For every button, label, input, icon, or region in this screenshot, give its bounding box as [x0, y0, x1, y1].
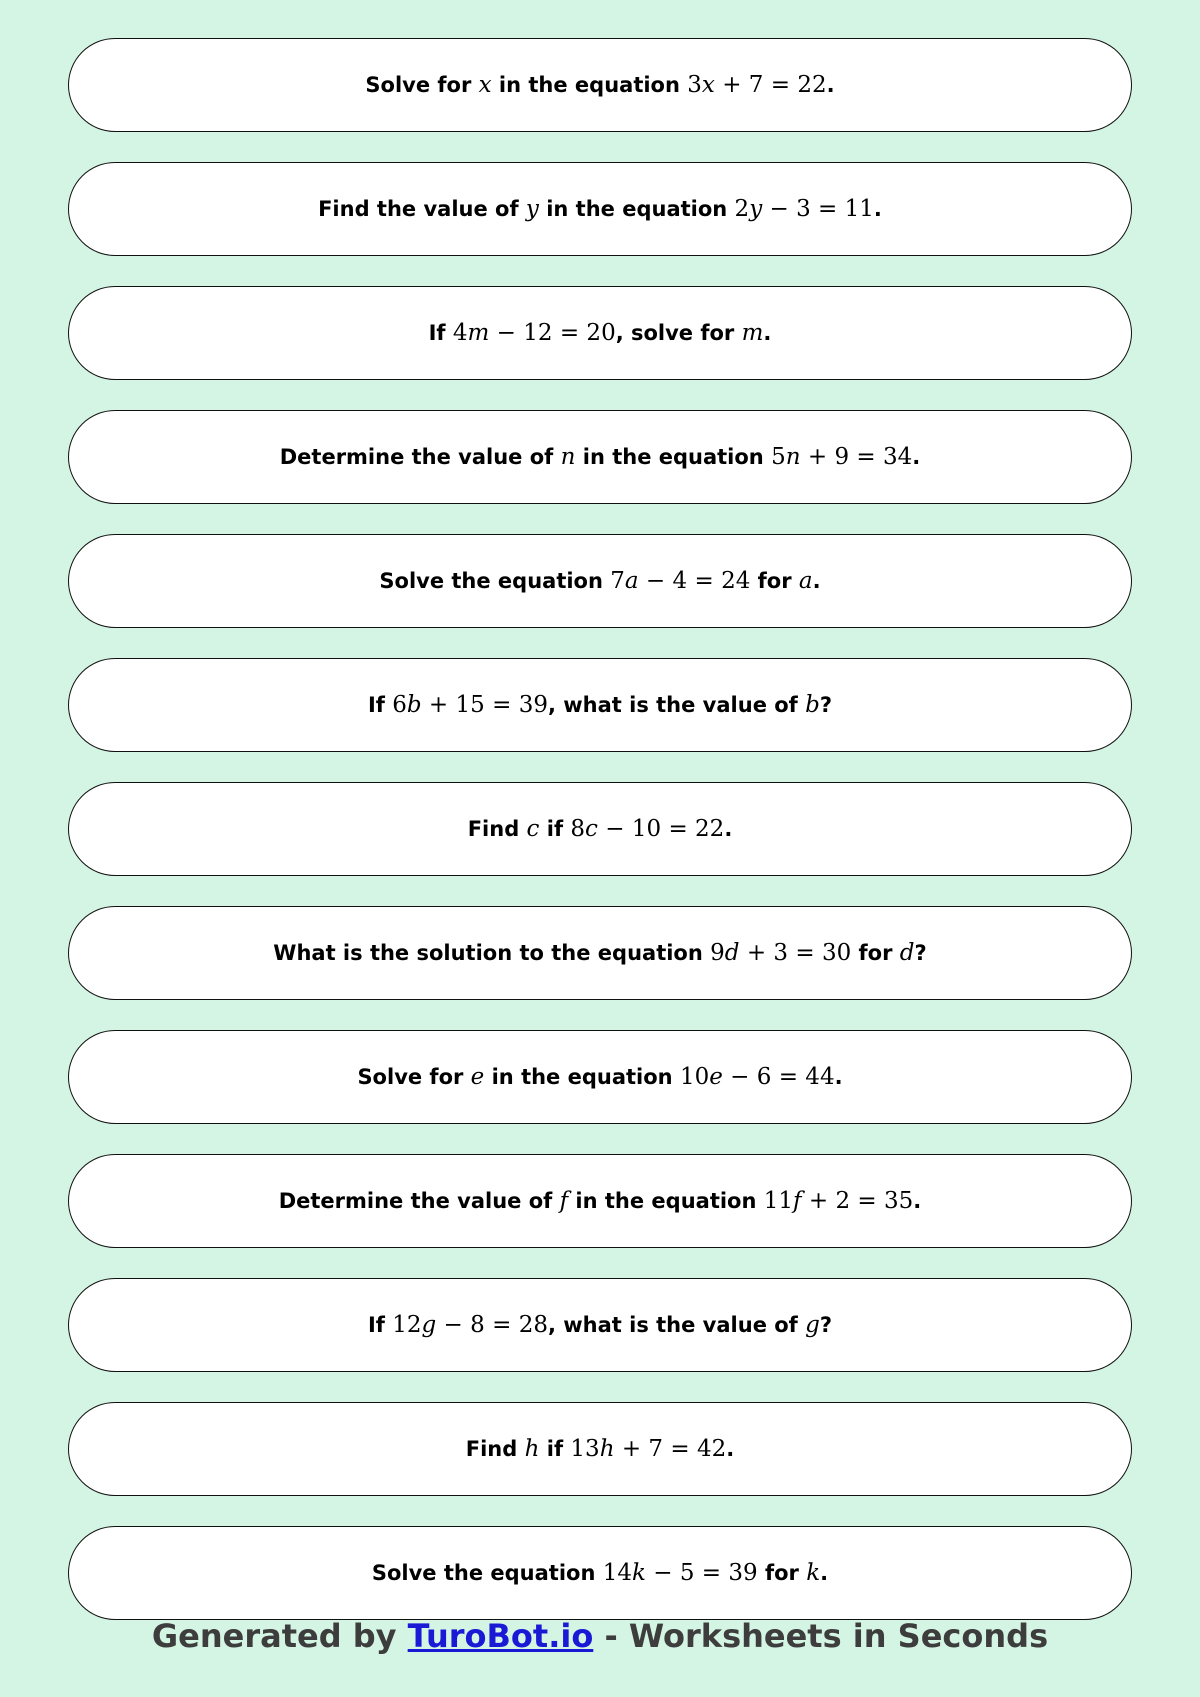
question-text: . [820, 1561, 829, 1585]
math-expression: b [805, 692, 820, 718]
math-expression: 14k − 5 = 39 [602, 1560, 758, 1586]
question-text: for [851, 941, 900, 965]
math-expression: m [741, 320, 764, 346]
math-expression: k [806, 1560, 821, 1586]
footer-prefix: Generated by [151, 1617, 408, 1655]
question-text: Determine the value of [278, 1189, 560, 1213]
math-expression: g [805, 1312, 820, 1338]
math-expression: 11f + 2 = 35 [763, 1188, 914, 1214]
question-text: . [763, 321, 772, 345]
question-text: Solve for [357, 1065, 471, 1089]
math-expression: e [470, 1064, 485, 1090]
footer-credit [0, 1617, 1200, 1655]
question-text: . [913, 1189, 922, 1213]
question-text: Solve the equation [379, 569, 611, 593]
math-expression: 5n + 9 = 34 [771, 444, 913, 470]
question-text: . [812, 569, 821, 593]
question-text: , solve for [615, 321, 742, 345]
question-card [68, 410, 1132, 504]
math-expression: 9d + 3 = 30 [710, 940, 852, 966]
question-text: for [750, 569, 799, 593]
question-text: ? [914, 941, 927, 965]
question-text: Solve the equation [371, 1561, 603, 1585]
question-text: Solve for [365, 73, 479, 97]
math-expression: n [560, 444, 576, 470]
math-expression: x [478, 72, 492, 98]
math-expression: 10e − 6 = 44 [679, 1064, 835, 1090]
question-card [68, 1402, 1132, 1496]
math-expression: 13h + 7 = 42 [570, 1436, 727, 1462]
question-card [68, 906, 1132, 1000]
question-text: ? [819, 1313, 833, 1337]
math-expression: 3x + 7 = 22 [687, 72, 827, 98]
question-text: , what is the value of [547, 1313, 806, 1337]
question-text: in the equation [538, 197, 735, 221]
question-text: in the equation [484, 1065, 680, 1089]
question-text: Find [465, 1437, 525, 1461]
question-text: . [873, 197, 882, 221]
math-expression: 4m − 12 = 20 [452, 320, 616, 346]
question-card [68, 162, 1132, 256]
question-text: . [834, 1065, 843, 1089]
question-card [68, 38, 1132, 132]
math-expression: 8c − 10 = 22 [570, 816, 725, 842]
question-card [68, 534, 1132, 628]
question-text: for [757, 1561, 807, 1585]
question-text: if [539, 817, 571, 841]
math-expression: y [525, 196, 539, 222]
question-card [68, 1030, 1132, 1124]
question-text: , what is the value of [547, 693, 806, 717]
question-text: If [367, 693, 393, 717]
math-expression: d [899, 940, 915, 966]
math-expression: 7a − 4 = 24 [610, 568, 751, 594]
question-text: in the equation [491, 73, 688, 97]
question-text: . [724, 817, 733, 841]
math-expression: c [526, 816, 540, 842]
question-text: ? [819, 693, 833, 717]
question-card [68, 658, 1132, 752]
question-card [68, 286, 1132, 380]
question-text: What is the solution to the equation [273, 941, 711, 965]
question-text: Find [467, 817, 527, 841]
math-expression: 12g − 8 = 28 [392, 1312, 548, 1338]
question-text: in the equation [568, 1189, 764, 1213]
question-text: Find the value of [318, 197, 526, 221]
turobot-link[interactable]: TuroBot.io [407, 1617, 594, 1655]
question-text: . [912, 445, 921, 469]
question-card [68, 1526, 1132, 1620]
question-text: if [539, 1437, 571, 1461]
question-text: . [826, 73, 835, 97]
math-expression: a [798, 568, 813, 594]
footer-suffix: - Worksheets in Seconds [593, 1617, 1049, 1655]
question-text: Determine the value of [279, 445, 561, 469]
math-expression: 2y − 3 = 11 [734, 196, 874, 222]
question-card [68, 1154, 1132, 1248]
math-expression: h [524, 1436, 540, 1462]
question-card [68, 782, 1132, 876]
math-expression: 6b + 15 = 39 [392, 692, 548, 718]
question-text: If [367, 1313, 393, 1337]
question-text: If [428, 321, 453, 345]
worksheet-question-list [68, 38, 1133, 1650]
math-expression: f [559, 1188, 569, 1214]
question-text: in the equation [575, 445, 772, 469]
question-text: . [726, 1437, 735, 1461]
question-card [68, 1278, 1132, 1372]
